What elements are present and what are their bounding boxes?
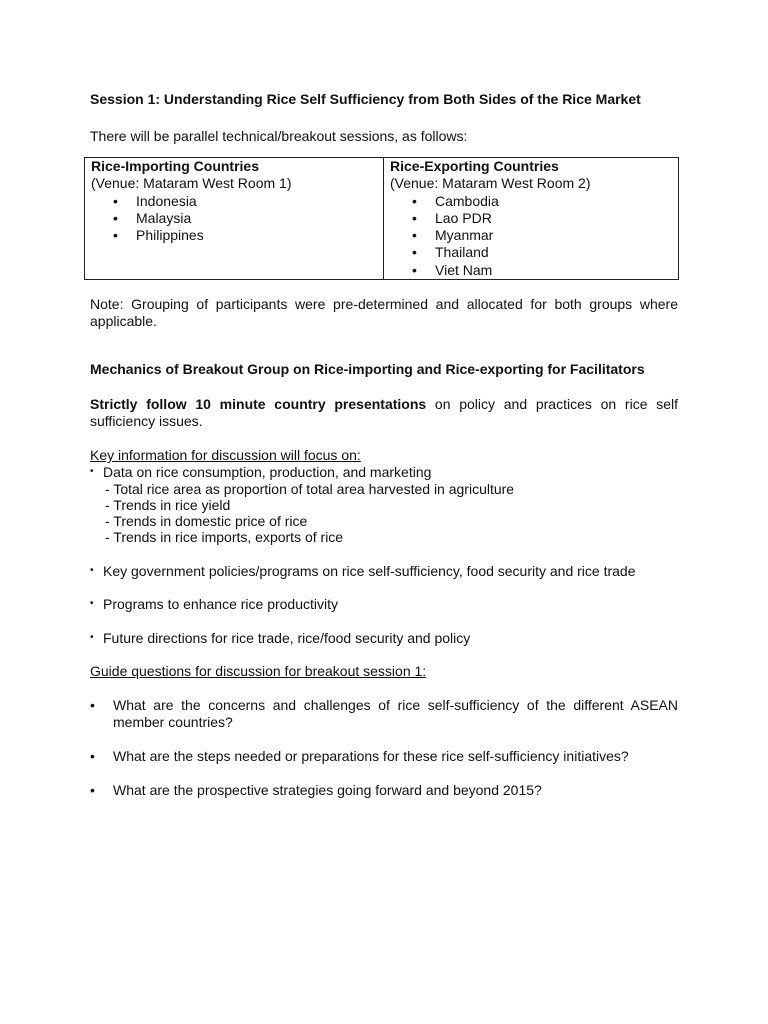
key-info-subitem: - Total rice area as proportion of total area harvested in agriculture [105,481,678,497]
strict-instruction [90,396,678,430]
country-item: • Myanmar [412,227,672,244]
guide-question: • What are the concerns and challenges of rice self-sufficiency of the different ASEAN member countries? [90,697,678,731]
importing-country-list [91,193,377,245]
exporting-cell [384,158,679,280]
importing-cell [85,158,384,280]
exporting-venue: (Venue: Mataram West Room 2) [390,175,591,192]
document-page [90,90,678,799]
country-item: • Indonesia [113,193,377,210]
key-info-heading: Key information for discussion will focus on: [90,447,361,464]
key-info-item: • Programs to enhance rice productivity [90,596,678,613]
country-item: • Lao PDR [412,210,672,227]
session-title: Session 1: Understanding Rice Self Sufficiency from Both Sides of the Rice Market [90,91,641,107]
guide-question: • What are the prospective strategies going forward and beyond 2015? [90,782,678,799]
exporting-country-list [390,193,672,279]
country-item: • Malaysia [113,210,377,227]
guide-question: • What are the steps needed or preparations for these rice self-sufficiency initiatives? [90,748,678,765]
mechanics-title: Mechanics of Breakout Group on Rice-importing and Rice-exporting for Facilitators [90,361,645,378]
grouping-note: Note: Grouping of participants were pre-determined and allocated for both groups where applicable. [90,296,678,330]
key-info-item [90,464,678,546]
exporting-title: Rice-Exporting Countries [390,158,559,174]
key-info-item-text: Data on rice consumption, production, and marketing [103,464,432,481]
country-item: • Cambodia [412,193,672,210]
guide-questions-list [90,697,678,799]
importing-venue: (Venue: Mataram West Room 1) [91,175,292,192]
strict-instruction-rest: on policy and practices on rice self sufficiency issues. [90,396,679,430]
country-item: • Philippines [113,227,377,244]
strict-instruction-bold: Strictly follow 10 minute country presentations [90,396,427,413]
key-info-item: • Future directions for rice trade, rice/food security and policy [90,630,678,647]
key-info-subitem: - Trends in rice imports, exports of rice [105,529,678,545]
country-item: • Thailand [412,244,672,261]
importing-title: Rice-Importing Countries [91,158,260,174]
breakout-groups-table [84,157,679,280]
intro-text: There will be parallel technical/breakout sessions, as follows: [90,128,468,144]
key-info-list [90,464,678,646]
key-info-subitem: - Trends in rice yield [105,497,678,513]
guide-questions-heading: Guide questions for discussion for breakout session 1: [90,663,427,680]
country-item: • Viet Nam [412,262,672,279]
key-info-item: • Key government policies/programs on rice self-sufficiency, food security and rice trade [90,563,678,580]
key-info-subitems [103,481,678,546]
key-info-subitem: - Trends in domestic price of rice [105,513,678,529]
